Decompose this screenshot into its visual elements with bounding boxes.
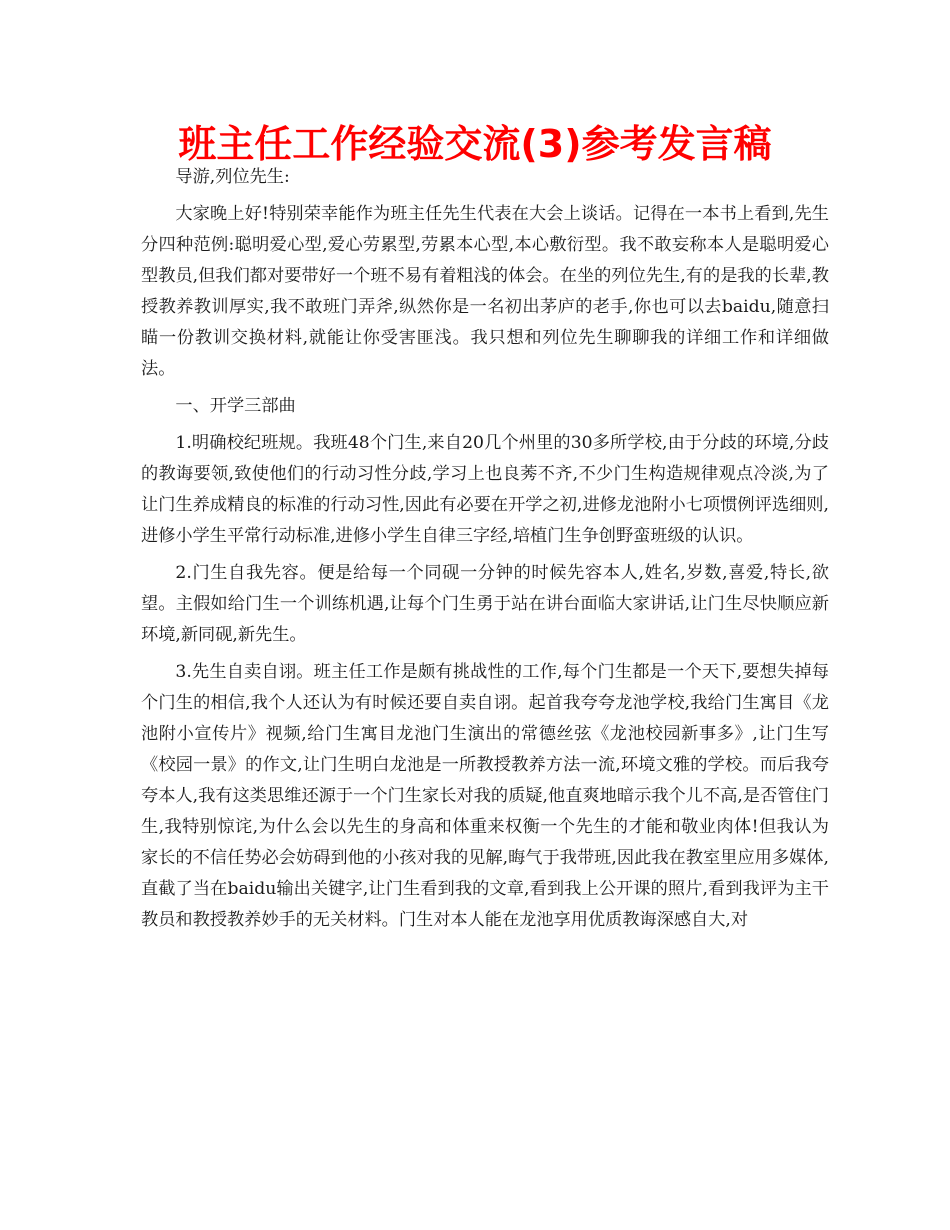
- document-body: [141, 162, 829, 936]
- salutation-paragraph: 导游,列位先生:: [175, 167, 290, 187]
- point-2-paragraph: 2.门生自我先容。便是给每一个同砚一分钟的时候先容本人,姓名,岁数,喜爱,特长,欲望。主假如给门生一个训练机遇,让每个门生勇于站在讲台面临大家讲话,让门生尽快顺应新环境,新同砚,新先生。: [141, 563, 829, 645]
- document-title: 班主任工作经验交流(3)参考发言稿: [178, 122, 772, 166]
- section-heading: 一、开学三部曲: [175, 396, 296, 416]
- point-1-paragraph: 1.明确校纪班规。我班48个门生,来自20几个州里的30多所学校,由于分歧的环境,分歧的教诲要领,致使他们的行动习性分歧,学习上也良莠不齐,不少门生构造规律观点冷淡,为了让门生养成精良的标准的行动习性,因此有必要在开学之初,进修龙池附小七项惯例评选细则,进修小学生平常行动标准,进修小学生自律三字经,培植门生争创野蛮班级的认识。: [141, 433, 829, 546]
- point-3-paragraph: 3.先生自卖自诩。班主任工作是颇有挑战性的工作,每个门生都是一个天下,要想失掉每个门生的相信,我个人还认为有时候还要自卖自诩。起首我夸夸龙池学校,我给门生寓目《龙池附小宣传片》视频,给门生寓目龙池门生演出的常德丝弦《龙池校园新事多》,让门生写《校园一景》的作文,让门生明白龙池是一所教授教养方法一流,环境文雅的学校。而后我夸夸本人,我有这类思维还源于一个门生家长对我的质疑,他直爽地暗示我个儿不高,是否管住门生,我特别惊诧,为什么会以先生的身高和体重来权衡一个先生的才能和敬业肉体!但我认为家长的不信任势必会妨碍到他的小孩对我的见解,晦气于我带班,因此我在教室里应用多媒体,直截了当在baidu输出关键字,让门生看到我的文章,看到我上公开课的照片,看到我评为主干教员和教授教养妙手的无关材料。门生对本人能在龙池享用优质教诲深感自大,对: [141, 662, 829, 930]
- opening-paragraph: 大家晚上好!特别荣幸能作为班主任先生代表在大会上谈话。记得在一本书上看到,先生分四种范例:聪明爱心型,爱心劳累型,劳累本心型,本心敷衍型。我不敢妄称本人是聪明爱心型教员,但我们都对要带好一个班不易有着粗浅的体会。在坐的列位先生,有的是我的长辈,教授教养教训厚实,我不敢班门弄斧,纵然你是一名初出茅庐的老手,你也可以去baidu,随意扫瞄一份教训交换材料,就能让你受害匪浅。我只想和列位先生聊聊我的详细工作和详细做法。: [141, 204, 829, 379]
